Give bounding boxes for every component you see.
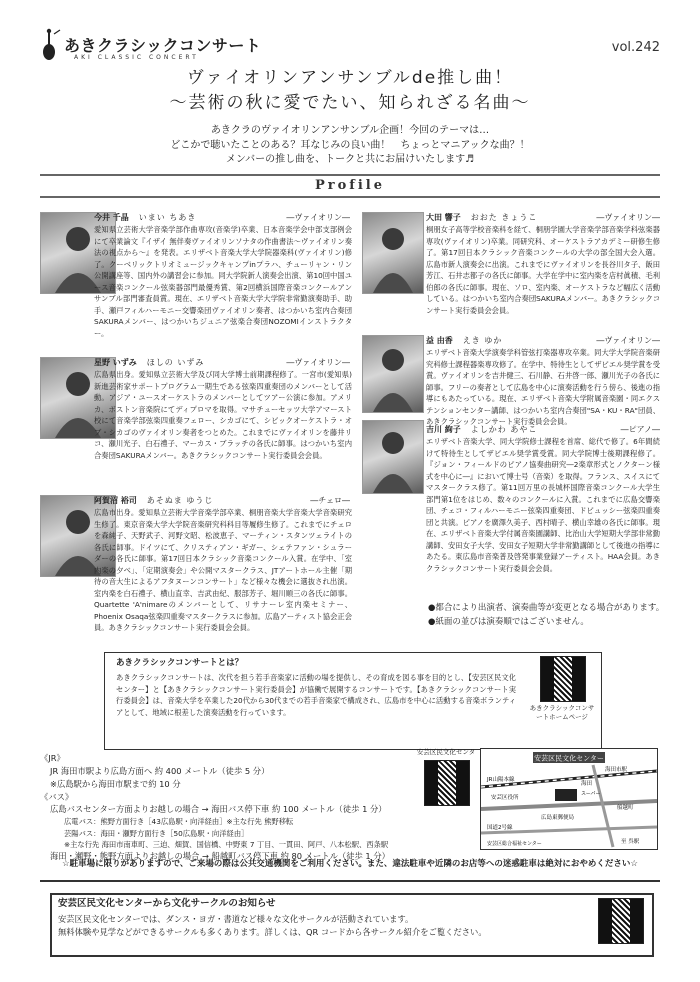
center-qr-code[interactable] xyxy=(424,760,470,806)
circle-notice-line: 無料体験や見学などができるサークルも多くあります。詳しくは、QR コードから各サークル紹介をご覧ください。 xyxy=(58,927,487,938)
performer-photo xyxy=(362,212,424,294)
performer-name: 益 由香 えき ゆか xyxy=(426,336,503,345)
map-label: JR山陽本線 xyxy=(487,777,515,783)
performer-instrument: ―ヴァイオリン― xyxy=(286,358,350,367)
access-bus-heading: 《バス》 xyxy=(40,791,74,802)
note-line: ●紙面の並びは演奏順ではございません。 xyxy=(428,616,589,627)
performer-instrument: ―ヴァイオリン― xyxy=(286,213,350,222)
performer-instrument: ―ピアノ― xyxy=(620,425,660,434)
performer-bio: 広島市出身。愛知県立芸術大学音楽学部卒業、桐朋音楽大学音楽大学音楽研究生修了。東京音楽大学大学院音楽研究科科目等履修生修了。これまでにチェロを森純子、天野武子、河野文昭、松波恵子、マーティン・スタンツェライトの各氏に師事。ドイツにて、クリスティアン・ギガー、シェテファン・シュラーダーの各氏に師事。第17回日本クラシック音楽コンクール入賞。在学中、「室内楽の夕べ」、「定期演奏会」や公開マスタークラス、JTアートホール主催「期待の音大生によるアフタヌーンコンサート」など様々な機会に選抜され出演。室内楽を白石禮子、横山直幸、吉武由紀、服部芳子、堀川順三の各氏に師事。Quartette 'A'nimareのメンバーとして、リサナーレ室内楽セミナー、Phoenix Osaqa弦楽四重奏マスタークラスに参加。広島アーティスト協会正会員。あきクラシックコンサート実行委員会会員。 xyxy=(94,508,352,633)
performer-name: 大田 響子 おおた きょうこ xyxy=(426,213,538,222)
intro-line: あきクラのヴァイオリンアンサンブル企画！今回のテーマは… xyxy=(210,125,490,136)
access-bus-line: 芸陽バス：海田・瀬野方面行き［50広島駅・向洋経由］ xyxy=(64,828,249,838)
access-jr-line: JR 海田市駅より広島方面へ 約 400 メートル（徒歩 5 分） xyxy=(50,765,270,776)
access-bus-line: 広電バス：熊野方面行き［43広島駅・向洋経由］※主な行先 熊野移転 xyxy=(64,817,294,827)
about-body: あきクラシックコンサートは、次代を担う若手音楽家に活動の場を提供し、その育成を図る事を目的とし、【安芸区民文化センター】と【あきクラシックコンサート実行委員会】が協働で展開するコンサートです。【あきクラシックコンサート実行委員会】は、音楽大学を卒業した20代から30代までの若手音楽家で構成され、広島市を中心に活動する音楽ボランティアとして、地域に根差した演奏活動を行っています。 xyxy=(116,673,516,718)
map-label: スーパー xyxy=(581,791,601,797)
circle-notice-body xyxy=(58,913,578,940)
page-title: ヴァイオリンアンサンブルde推し曲！ xyxy=(186,68,514,88)
performer-name: 阿賀沼 裕司 あそぬま ゆうじ xyxy=(94,496,214,505)
notes xyxy=(428,602,668,629)
center-qr-caption: 安芸区民文化センタ xyxy=(416,748,476,756)
performer-instrument: ―ヴァイオリン― xyxy=(596,336,660,345)
violin-logo-icon xyxy=(40,28,62,62)
access-map xyxy=(480,748,658,850)
map-label: 海田 xyxy=(581,781,593,787)
profile-heading: Profile xyxy=(40,174,660,198)
access-jr-heading: 《JR》 xyxy=(40,753,65,763)
access-bus-line: ※主な行先 海田市南車町、三迫、畑賀、国信橋、中野東 7 丁目、一貫田、阿戸、八本松駅、西条駅 xyxy=(64,839,389,849)
about-title: あきクラシックコンサートとは？ xyxy=(116,658,244,668)
homepage-qr-caption: あきクラシックコンサートホームページ xyxy=(529,704,595,721)
homepage-qr-code[interactable] xyxy=(540,656,586,702)
performer-name: 星野 いずみ ほしの いずみ xyxy=(94,358,205,367)
map-title: 安芸区民文化センター xyxy=(534,754,604,763)
circle-notice-title: 安芸区民文化センターから文化サークルのお知らせ xyxy=(58,898,276,909)
performer-bio: エリザベト音楽大学演奏学科管弦打楽器専攻卒業。同大学大学院音楽研究科修士課程器楽専攻修了。在学中、特待生としてザビエル奨学賞を受賞。ヴァイオリンを吉井健三、石川静、石井啓一郎、瀬川光子の各氏に師事。フリーの奏者として広島を中心に演奏活動を行う傍ら、後進の指導にもあたっている。現在、エリザベト音楽大学附属音楽園・同エクステンションセンター講師、はつかいち室内合奏団"SA・KU・RA"団員、あきクラシックコンサート実行委員会会員。 xyxy=(426,348,660,427)
volume-number: vol.242 xyxy=(611,40,660,55)
page-subtitle: ～芸術の秋に愛でたい、知られざる名曲～ xyxy=(169,93,531,113)
map-label: 船越町 xyxy=(617,805,634,811)
map-label: 安芸区役所 xyxy=(491,795,519,801)
circle-notice-line: 安芸区民文化センターでは、ダンス・ヨガ・書道など様々な文化サークルが活動されています。 xyxy=(58,914,414,924)
performer-photo xyxy=(362,335,424,413)
intro-text xyxy=(150,124,550,168)
map-label: 国道2号線 xyxy=(487,825,513,831)
parking-notice: ☆駐車場に限りがありますので、ご来場の際は公共交通機関をご利用ください。また、違法駐車や近隣のお店等への迷惑駐車は絶対におやめください☆ xyxy=(61,859,639,869)
map-label: 広島東郵便局 xyxy=(541,815,575,821)
performer-name: 今井 千晶 いまい ちあき xyxy=(94,213,197,222)
performer-bio: 桐朋女子高等学校音楽科を経て、桐朋学園大学音楽学部音楽学科弦楽器専攻(ヴァイオリン)卒業。同研究科、オーケストラアカデミー研修生修了。第17回日本クラシック音楽コンクールの大学の部全国大会入選。広島市新人演奏会に出演。これまでにヴァイオリンを長谷川タ子、飯田芳江、石井志都子の各氏に師事。大学在学中に室内楽を店村眞積、毛利伯郎の各氏に師事。現在、ソロ、室内楽、オーケストラなど幅広く活動している。はつかいち室内合奏団SAKURAメンバー。あきクラシックコンサート実行委員会会員。 xyxy=(426,225,660,315)
performer-bio: エリザベト音楽大学、同大学院修士課程を首席、総代で修了。6年間続けて特待生としてザビエル奨学賞受賞。同大学院博士後期課程修了。『ジョン・フィールドのピアノ協奏曲研究―2楽章形式とノクターン様式を中心に―』において博士号（音楽）を取得。フランス、スイスにてマスタークラス修了。第11回万里の長城杯国際音楽コンクール大学生部門第1位をはじめ、数々のコンクールに入賞。これまでに広島交響楽団、チェコ・フィルハーモニー弦楽四重奏団、ドビュッシー弦楽四重奏団と共演。ピアノを廣澤久美子、西村晴子、横山幸雄の各氏に師事。現在、エリザベト音楽大学付属音楽園講師、比治山大学短期大学部非常勤講師、安田女子大学、安田女子短期大学非常勤講師として後進の指導にあたる。東広島市音楽普及啓発事業登録アーティスト。HAA会員。あきクラシックコンサート実行委員会会員。 xyxy=(426,437,660,573)
logo-text: あきクラシックコンサート xyxy=(64,36,262,55)
performer-bio: 愛知県立芸術大学音楽学部作曲専攻(音楽学)卒業、日本音楽学会中部支部例会にて卒業論文『イザイ 無伴奏ヴァイオリンソナタの作曲書法～ヴァイオリン奏法の視点から～』を発表。エリザベト音楽大学大学院器楽科(ヴァイオリン)修了。クーベリックトリオミュージックキャンプinプラハ、チューリャン・リン公開講座等、国内外の講習会に参加。同大学院新人演奏会出演、第10回中国ユース音楽コンクール弦楽器部門最優秀賞、第2回横浜国際音楽コンクールアンサンブル部門審査員賞。現在、エリザベト音楽大学大学院非常勤演奏助手、助手、瀬戸フィルハーモニー交響楽団ヴァイオリン奏者、はつかいち室内合奏団SAKURAメンバー、はつかいちジュニア弦楽合奏団NOZOMIインストラクター。 xyxy=(94,225,352,338)
map-center-marker xyxy=(555,789,577,801)
map-label: 海田市駅 xyxy=(605,767,628,773)
performer-photo xyxy=(362,420,424,494)
section-divider xyxy=(40,880,660,882)
access-info xyxy=(40,752,440,863)
performer-bio: 広島県出身。愛知県立芸術大学及び同大学博士前期課程修了。一宮市(愛知県)新進芸術家サポートプログラム一期生である弦楽四重奏団のメンバーとして活動。アジア・ユースオーケストラのメンバーとしてツアー公演に参加。アメリカ、ボストン音楽院にてディプロマを取得。マサチューセッツ大学アマースト校にて音楽学部弦楽四重奏フェロー、シカゴにて、シビックオーケストラ・オブ・シカゴのヴァイオリン奏者をつとめた。これまでにヴァイオリンを藤井リコ、瀬川光子、白石禮子、マーカス・ブラッチの各氏に師事。はつかいち室内合奏団SAKURAメンバー。あきクラシックコンサート実行委員会会員。 xyxy=(94,370,352,460)
logo-subtitle: AKI CLASSIC CONCERT xyxy=(74,54,199,61)
map-label: 安芸区総合福祉センター xyxy=(487,841,542,847)
map-label: 至 呉駅 xyxy=(621,839,640,845)
performer-instrument: ―チェロ― xyxy=(310,496,350,505)
performer-instrument: ―ヴァイオリン― xyxy=(596,213,660,222)
performer-name: 吉川 絢子 よしかわ あやこ xyxy=(426,425,538,434)
access-bus-line: 海田・瀬野・熊野方面よりお越しの場合 → 船越町バス停下車 約 80 メートル（徒歩 1 分） xyxy=(50,851,390,862)
access-bus-line: 広島バスセンター方面よりお越しの場合 → 海田バス停下車 約 100 メートル（徒歩 1 分） xyxy=(50,804,387,815)
intro-line: メンバーの推し曲を、トークと共にお届けいたします♬ xyxy=(225,154,475,165)
note-line: ●都合により出演者、演奏曲等が変更となる場合があります。 xyxy=(428,603,665,613)
intro-line: どこかで聴いたことのある？耳なじみの良い曲！ ちょっとマニアックな曲？！ xyxy=(170,139,530,151)
access-jr-note: ※広島駅から海田市駅まで約 10 分 xyxy=(50,778,181,789)
circle-qr-code[interactable] xyxy=(598,898,644,944)
